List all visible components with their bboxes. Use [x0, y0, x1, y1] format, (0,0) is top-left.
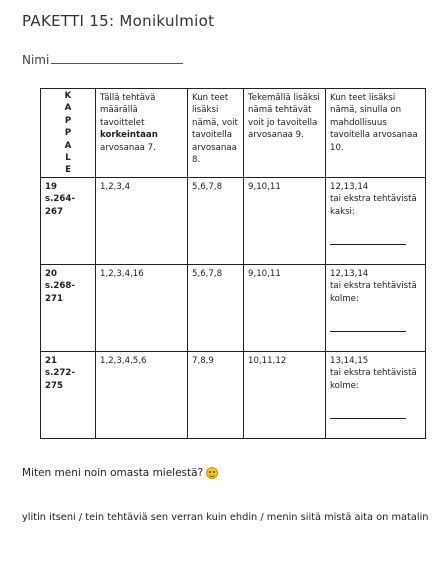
tasks-grade-9: 9,10,11 — [244, 177, 326, 264]
tasks-grade-8: 7,8,9 — [188, 351, 244, 438]
name-field[interactable] — [22, 53, 183, 67]
smiley-icon — [206, 467, 218, 479]
kappale-header: K A P P A L E — [41, 89, 96, 178]
answer-blank-line[interactable] — [330, 244, 406, 245]
table-row — [41, 351, 426, 438]
table-header-row — [41, 89, 426, 178]
page-title: PAKETTI 15: Monikulmiot — [22, 12, 215, 30]
table-row — [41, 177, 426, 264]
header-grade-10: Kun teet lisäksi nämä, sinulla on mahdollisuus tavoitella arvosanaa 10. — [326, 89, 426, 178]
section-cell: 21 s.272- 275 — [41, 351, 96, 438]
tasks-grade-7: 1,2,3,4 — [96, 177, 188, 264]
header-grade-7: Tällä tehtävä määrällä tavoittelet korkeintaan arvosanaa 7. — [96, 89, 188, 178]
self-assessment-question: Miten meni noin omasta mielestä? — [22, 467, 218, 479]
table-row — [41, 264, 426, 351]
header-grade-9: Tekemällä lisäksi nämä tehtävät voit jo tavoitella arvosanaa 9. — [244, 89, 326, 178]
tasks-grade-7: 1,2,3,4,5,6 — [96, 351, 188, 438]
answer-blank-line[interactable] — [330, 331, 406, 332]
tasks-grade-8: 5,6,7,8 — [188, 264, 244, 351]
tasks-grade-9: 9,10,11 — [244, 264, 326, 351]
tasks-grade-10: 12,13,14 tai ekstra tehtävistä kolme: — [326, 264, 426, 351]
header-grade-8: Kun teet lisäksi nämä, voit tavoitella arvosanaa 8. — [188, 89, 244, 178]
section-cell: 20 s.268- 271 — [41, 264, 96, 351]
tasks-grade-10: 13,14,15 tai ekstra tehtävistä kolme: — [326, 351, 426, 438]
task-table — [40, 88, 426, 439]
answer-blank-line[interactable] — [330, 418, 406, 419]
name-blank-line[interactable] — [51, 53, 183, 64]
tasks-grade-8: 5,6,7,8 — [188, 177, 244, 264]
name-label: Nimi — [22, 53, 50, 67]
self-assessment-options[interactable]: ylitin itseni / tein tehtäviä sen verran kuin ehdin / menin siitä mistä aita on matalin — [22, 512, 429, 523]
tasks-grade-10: 12,13,14 tai ekstra tehtävistä kaksi: — [326, 177, 426, 264]
tasks-grade-9: 10,11,12 — [244, 351, 326, 438]
section-cell: 19 s.264- 267 — [41, 177, 96, 264]
tasks-grade-7: 1,2,3,4,16 — [96, 264, 188, 351]
